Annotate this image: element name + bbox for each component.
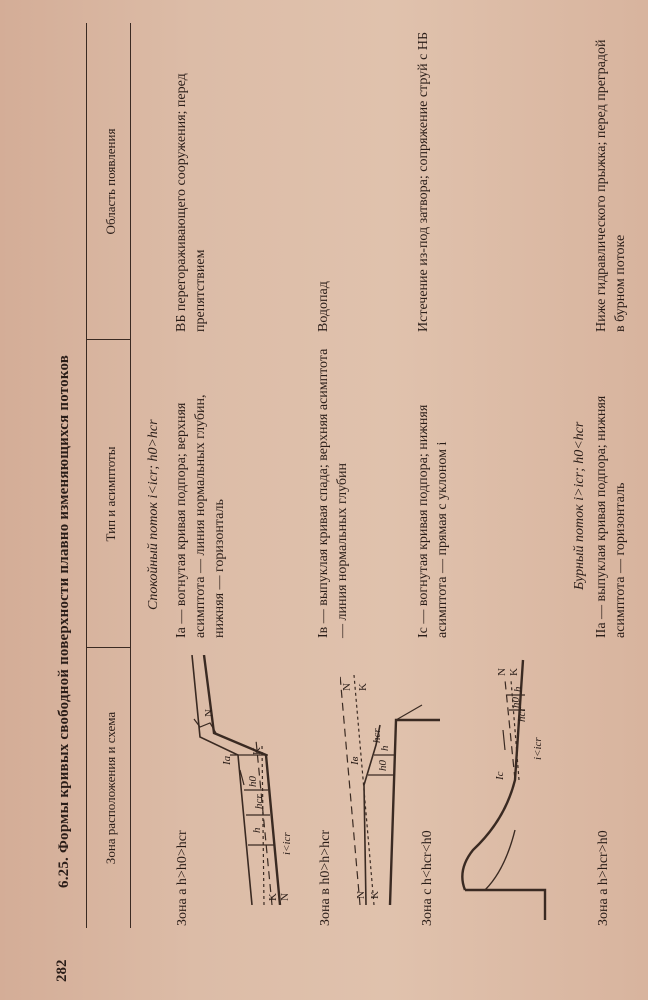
d2-label-n2: N (341, 683, 353, 691)
d1-label-k2: K (251, 747, 263, 755)
header-area: Область появления (103, 128, 118, 235)
d3-label-h0: h0 (510, 697, 522, 708)
table-header-rule (130, 23, 131, 928)
d2-label-h0: h0 (377, 760, 389, 771)
d1-label-ia: Ia (221, 755, 233, 765)
calm-flow-title: Спокойный поток i<icr; h0>hcr (146, 419, 161, 610)
row3-area: Истечение из-под затвора; сопряжение струй с НБ (416, 32, 431, 332)
d3-label-slope: i<icr (532, 737, 544, 760)
header-type: Тип и асимптоты (103, 446, 118, 542)
rapid-flow-title: Бурный поток i>icr; h0<hcr (572, 421, 587, 590)
row4-area: Ниже гидравлического прыжка; перед преградой в бурном потоке (594, 39, 628, 332)
d2-label-h: h (379, 745, 391, 751)
d2-label-ib: Iв (349, 756, 361, 765)
row2-type: Iв — выпуклая кривая спада; верхняя асимптота — линия нормальных глубин (316, 348, 350, 638)
row4-type: IIa — выпуклая кривая подпора; нижняя асимптота — горизонталь (594, 395, 628, 638)
d2-label-k: K (369, 891, 381, 899)
row4-zone: Зона а h>hcr>h0 (596, 830, 611, 926)
row1-type: Ia — вогнутая кривая подпора; верхняя асимптота — линия нормальных глубин, нижняя — горизонталь (174, 394, 227, 638)
d1-label-n: N (279, 893, 291, 901)
header-zone: Зона расположения и схема (103, 711, 118, 865)
diagram-zone-c-sluice (445, 650, 565, 930)
row2-zone: Зона в h0>h>hcr (318, 830, 333, 926)
d2-label-hcr: hcr (371, 728, 383, 743)
diagram-zone-a-subcritical (190, 655, 300, 905)
d1-label-k: K (267, 893, 279, 901)
d2-label-n: N (355, 891, 367, 899)
d1-label-h: h (251, 827, 263, 833)
table-caption: 6.25. Формы кривых свободной поверхности плавно изменяющихся потоков (56, 354, 72, 888)
table-top-rule (86, 23, 87, 928)
d3-label-h: h (512, 686, 524, 692)
d1-label-hcr: hcr (253, 794, 265, 809)
d1-label-n2: N (203, 709, 215, 717)
d3-label-n: N (496, 668, 508, 676)
row2-area: Водопад (316, 281, 331, 332)
d3-label-hcr: hcr (516, 707, 528, 722)
d1-label-h0: h0 (247, 776, 259, 787)
d3-label-ic: Ic (494, 771, 506, 780)
page-number: 282 (54, 959, 70, 982)
d1-label-slope: i<icr (281, 832, 293, 855)
d2-label-k2: K (357, 683, 369, 691)
row3-zone: Зона с h<hcr<h0 (420, 830, 435, 926)
row3-type: Ic — вогнутая кривая подпора; нижняя асимптота — прямая с уклоном i (416, 404, 450, 638)
row1-zone: Зона а h>h0>hcr (175, 830, 190, 926)
row1-area: ВБ перегораживающего сооружения; перед препятствием (174, 73, 208, 332)
d3-label-k: K (508, 668, 520, 676)
